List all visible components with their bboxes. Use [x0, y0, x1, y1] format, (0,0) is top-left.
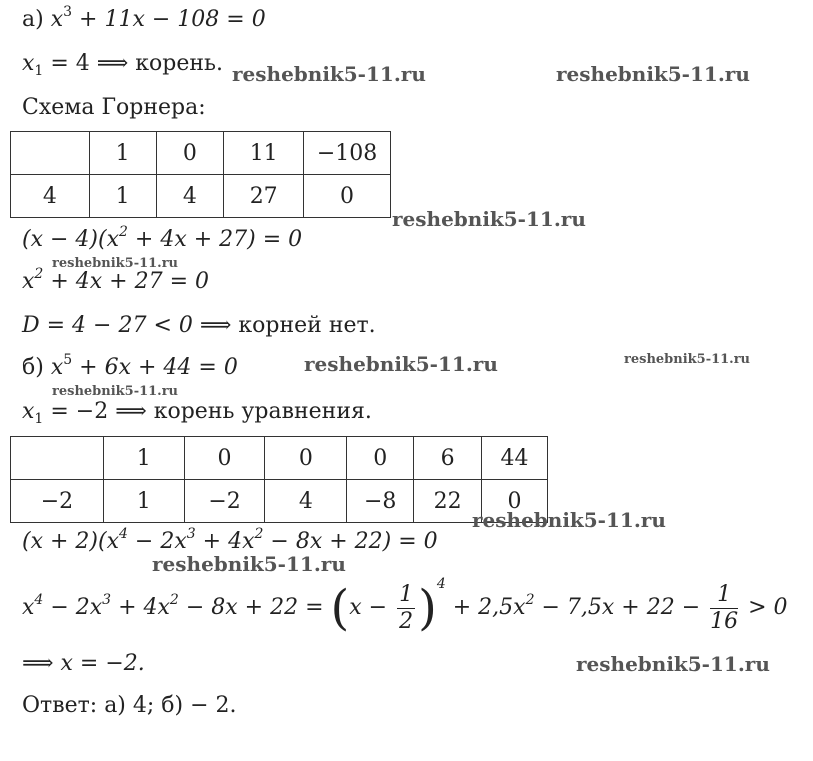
- watermark: reshebnik5-11.ru: [52, 256, 179, 271]
- fraction-half: [397, 582, 415, 635]
- var: x: [22, 51, 35, 76]
- term: + 2,5x: [445, 595, 526, 620]
- table-cell: 4: [265, 480, 347, 523]
- exponent: 4: [436, 576, 446, 592]
- paren-close: ): [418, 580, 437, 636]
- table-cell: 27: [224, 175, 304, 218]
- table-cell: 1: [89, 132, 156, 175]
- term: ⟹ корней нет.: [192, 313, 376, 338]
- table-cell: [11, 437, 104, 480]
- table-cell: 44: [482, 437, 548, 480]
- exponent: 2: [169, 592, 179, 608]
- answer: Ответ: а) 4; б) − 2.: [22, 693, 237, 718]
- table-cell: 22: [414, 480, 482, 523]
- exponent: 2: [118, 224, 128, 240]
- table-row: [11, 480, 548, 523]
- term: + 4x + 27) = 0: [127, 227, 303, 252]
- term: > 0: [741, 595, 788, 620]
- table-cell: −108: [304, 132, 391, 175]
- term: + 4x: [195, 529, 255, 554]
- denominator: 16: [710, 608, 739, 634]
- table-cell: 1: [89, 175, 156, 218]
- numerator: 1: [399, 581, 414, 607]
- term: + 11x − 108 = 0: [72, 7, 266, 32]
- exponent: 3: [63, 4, 73, 20]
- term: − 2x: [127, 529, 187, 554]
- table-cell: 0: [184, 437, 265, 480]
- exponent: 5: [63, 352, 73, 368]
- table-row: [11, 132, 391, 175]
- watermark: reshebnik5-11.ru: [232, 62, 426, 86]
- denominator: 2: [399, 608, 414, 634]
- var: x: [22, 399, 35, 424]
- factored-a: [22, 226, 302, 254]
- equation-a: [22, 6, 266, 34]
- term: − 7,5x + 22 −: [534, 595, 708, 620]
- table-cell: −2: [184, 480, 265, 523]
- term: (x − 4)(x: [22, 227, 119, 252]
- term: D = 4 − 27 < 0: [22, 313, 193, 338]
- discriminant-a: [22, 312, 376, 340]
- watermark: reshebnik5-11.ru: [624, 352, 751, 367]
- table-cell: 4: [11, 175, 90, 218]
- table-cell: 1: [103, 480, 184, 523]
- conclusion-b: ⟹ x = −2.: [22, 651, 145, 676]
- exponent: 2: [254, 526, 264, 542]
- term: x: [50, 7, 64, 32]
- term: − 2x: [43, 595, 103, 620]
- watermark: reshebnik5-11.ru: [472, 508, 666, 532]
- exponent: 2: [34, 266, 44, 282]
- watermark: reshebnik5-11.ru: [392, 207, 586, 231]
- quadratic-a: [22, 268, 209, 296]
- root-text: = −2 ⟹ корень уравнения.: [43, 399, 372, 424]
- table-cell: 0: [482, 480, 548, 523]
- table-cell: 4: [156, 175, 224, 218]
- watermark: reshebnik5-11.ru: [576, 652, 770, 676]
- subscript: 1: [34, 411, 44, 427]
- table-cell: [11, 132, 90, 175]
- inequality-b: [22, 578, 788, 640]
- horner-table-b: [10, 436, 548, 523]
- exponent: 4: [118, 526, 128, 542]
- table-cell: 6: [414, 437, 482, 480]
- table-cell: −8: [347, 480, 414, 523]
- watermark: reshebnik5-11.ru: [304, 352, 498, 376]
- exponent: 3: [186, 526, 196, 542]
- table-cell: 1: [103, 437, 184, 480]
- term: x: [22, 269, 35, 294]
- watermark: reshebnik5-11.ru: [556, 62, 750, 86]
- numerator: 1: [710, 582, 738, 609]
- table-cell: 11: [224, 132, 304, 175]
- term: (x + 2)(x: [22, 529, 119, 554]
- fraction-sixteenth: [710, 582, 738, 635]
- table-cell: −2: [11, 480, 104, 523]
- exponent: 3: [102, 592, 112, 608]
- term: x: [50, 355, 64, 380]
- table-cell: 0: [304, 175, 391, 218]
- root-a: [22, 50, 223, 78]
- root-text: = 4 ⟹ корень.: [43, 51, 224, 76]
- table-cell: 0: [156, 132, 224, 175]
- horner-table-a: [10, 131, 391, 218]
- root-b: [22, 398, 372, 426]
- term: − 8x + 22) = 0: [263, 529, 438, 554]
- exponent: 4: [34, 592, 44, 608]
- subscript: 1: [34, 63, 44, 79]
- term: + 6x + 44 = 0: [72, 355, 238, 380]
- term: x −: [349, 595, 395, 620]
- table-cell: 0: [347, 437, 414, 480]
- table-row: [11, 437, 548, 480]
- table-cell: 0: [265, 437, 347, 480]
- label-b: б): [22, 355, 44, 380]
- label-a: а): [22, 7, 44, 32]
- term: x: [22, 595, 35, 620]
- watermark: reshebnik5-11.ru: [52, 384, 179, 399]
- term: + 4x: [111, 595, 170, 620]
- exponent: 2: [525, 592, 535, 608]
- horner-title: Схема Горнера:: [22, 95, 206, 120]
- term: + 4x + 27 = 0: [43, 269, 209, 294]
- paren-open: (: [330, 580, 350, 636]
- term: − 8x + 22 =: [178, 595, 331, 620]
- table-row: [11, 175, 391, 218]
- equation-b: [22, 354, 238, 382]
- watermark: reshebnik5-11.ru: [152, 552, 346, 576]
